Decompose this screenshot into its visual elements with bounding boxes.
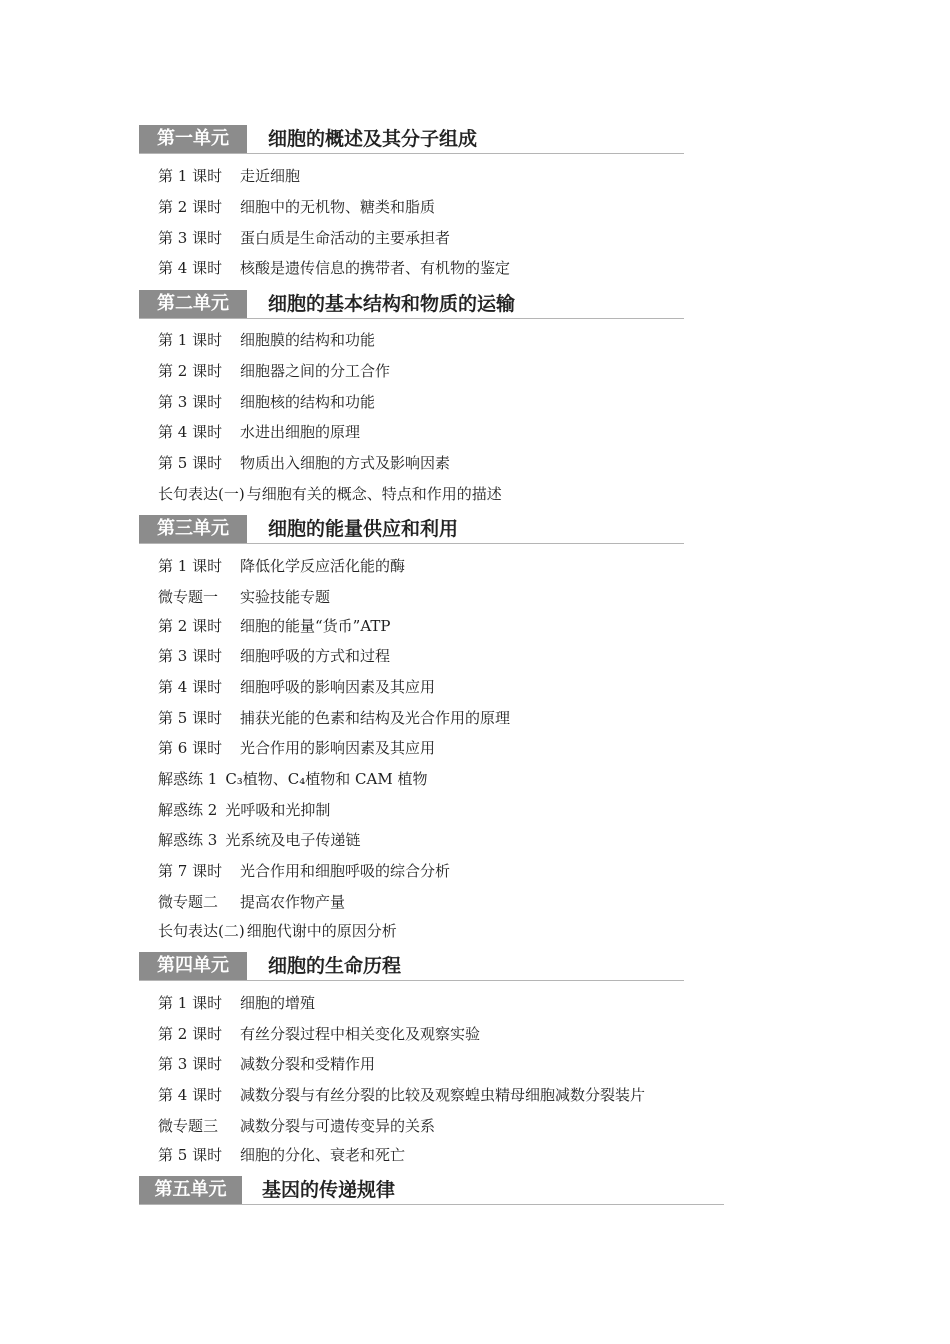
lesson-title: 蛋白质是生命活动的主要承担者 [240, 229, 451, 247]
lesson-title: 捕获光能的色素和结构及光合作用的原理 [240, 709, 511, 727]
toc-item[interactable] [158, 676, 435, 698]
lesson-title: 实验技能专题 [240, 588, 331, 606]
toc-item[interactable] [158, 555, 405, 577]
divider [139, 543, 684, 544]
unit-3-header[interactable] [139, 515, 684, 544]
unit-tag: 第一单元 [139, 125, 247, 153]
unit-tag: 第四单元 [139, 952, 247, 980]
unit-title: 细胞的能量供应和利用 [268, 518, 459, 540]
lesson-title: 物质出入细胞的方式及影响因素 [240, 454, 451, 472]
unit-title: 基因的传递规律 [262, 1179, 396, 1201]
lesson-title: 核酸是遗传信息的携带者、有机物的鉴定 [240, 259, 511, 277]
toc-item[interactable] [158, 891, 345, 913]
toc-item[interactable] [158, 257, 510, 279]
unit-5-header[interactable] [139, 1176, 724, 1205]
lesson-title: 减数分裂与可遗传变异的关系 [240, 1117, 436, 1135]
lesson-title: 光合作用和细胞呼吸的综合分析 [240, 862, 451, 880]
lesson-number: 第 7 课时 [158, 862, 223, 880]
lesson-title: 光系统及电子传递链 [225, 831, 361, 849]
toc-item[interactable] [158, 1053, 375, 1075]
toc-item[interactable] [158, 227, 450, 249]
unit-title: 细胞的基本结构和物质的运输 [268, 293, 516, 315]
lesson-number: 第 2 课时 [158, 617, 223, 635]
divider [139, 153, 684, 154]
unit-title: 细胞的生命历程 [268, 955, 402, 977]
lesson-title: C₃植物、C₄植物和 CAM 植物 [225, 770, 428, 788]
lesson-number: 第 1 课时 [158, 331, 223, 349]
lesson-number: 第 4 课时 [158, 259, 223, 277]
lesson-number: 解惑练 2 [158, 801, 218, 819]
toc-item[interactable] [158, 920, 397, 942]
lesson-title: 细胞中的无机物、糖类和脂质 [240, 198, 436, 216]
toc-item[interactable] [158, 421, 360, 443]
lesson-title: 细胞的增殖 [240, 994, 316, 1012]
lesson-number: 解惑练 3 [158, 831, 218, 849]
lesson-number: 第 2 课时 [158, 1025, 223, 1043]
divider [139, 1204, 724, 1205]
lesson-number: 第 5 课时 [158, 1146, 223, 1164]
toc-item[interactable] [158, 391, 375, 413]
toc-item[interactable] [158, 329, 375, 351]
lesson-title: 细胞代谢中的原因分析 [246, 922, 397, 940]
lesson-title: 细胞器之间的分工合作 [240, 362, 391, 380]
toc-item[interactable] [158, 1115, 435, 1137]
lesson-number: 解惑练 1 [158, 770, 218, 788]
toc-item[interactable] [158, 1023, 480, 1045]
lesson-number: 长句表达(二) [158, 922, 245, 940]
lesson-number: 微专题三 [158, 1117, 219, 1135]
lesson-number: 第 1 课时 [158, 167, 223, 185]
lesson-title: 细胞的能量“货币”ATP [240, 617, 391, 635]
lesson-number: 第 2 课时 [158, 362, 223, 380]
toc-item[interactable] [158, 483, 502, 505]
lesson-title: 细胞膜的结构和功能 [240, 331, 376, 349]
toc-item[interactable] [158, 165, 300, 187]
lesson-number: 第 3 课时 [158, 393, 223, 411]
unit-tag: 第二单元 [139, 290, 247, 318]
lesson-number: 第 3 课时 [158, 1055, 223, 1073]
unit-4-header[interactable] [139, 952, 684, 981]
toc-item[interactable] [158, 615, 390, 637]
lesson-title: 走近细胞 [240, 167, 301, 185]
lesson-title: 光呼吸和光抑制 [225, 801, 331, 819]
divider [139, 318, 684, 319]
toc-item[interactable] [158, 768, 428, 790]
lesson-number: 第 2 课时 [158, 198, 223, 216]
toc-item[interactable] [158, 829, 360, 851]
toc-item[interactable] [158, 645, 390, 667]
lesson-title: 细胞呼吸的方式和过程 [240, 647, 391, 665]
unit-title: 细胞的概述及其分子组成 [268, 128, 478, 150]
lesson-number: 第 1 课时 [158, 994, 223, 1012]
lesson-title: 降低化学反应活化能的酶 [240, 557, 406, 575]
lesson-number: 第 5 课时 [158, 454, 223, 472]
lesson-number: 第 4 课时 [158, 1086, 223, 1104]
lesson-title: 减数分裂与有丝分裂的比较及观察蝗虫精母细胞减数分裂装片 [240, 1086, 646, 1104]
unit-2-header[interactable] [139, 290, 684, 319]
unit-1-header[interactable] [139, 125, 684, 154]
lesson-number: 第 4 课时 [158, 423, 223, 441]
lesson-number: 微专题二 [158, 893, 219, 911]
lesson-title: 水进出细胞的原理 [240, 423, 361, 441]
lesson-number: 第 1 课时 [158, 557, 223, 575]
lesson-title: 细胞核的结构和功能 [240, 393, 376, 411]
lesson-title: 光合作用的影响因素及其应用 [240, 739, 436, 757]
toc-item[interactable] [158, 860, 450, 882]
toc-item[interactable] [158, 196, 435, 218]
toc-item[interactable] [158, 707, 510, 729]
lesson-number: 第 5 课时 [158, 709, 223, 727]
toc-item[interactable] [158, 737, 435, 759]
toc-item[interactable] [158, 586, 330, 608]
lesson-number: 第 3 课时 [158, 647, 223, 665]
lesson-title: 有丝分裂过程中相关变化及观察实验 [240, 1025, 481, 1043]
lesson-number: 长句表达(一) [158, 485, 245, 503]
toc-item[interactable] [158, 1144, 405, 1166]
lesson-number: 微专题一 [158, 588, 219, 606]
unit-tag: 第五单元 [139, 1176, 242, 1204]
lesson-number: 第 4 课时 [158, 678, 223, 696]
toc-item[interactable] [158, 360, 390, 382]
toc-item[interactable] [158, 1084, 645, 1106]
lesson-title: 与细胞有关的概念、特点和作用的描述 [246, 485, 502, 503]
divider [139, 980, 684, 981]
lesson-title: 减数分裂和受精作用 [240, 1055, 376, 1073]
toc-item[interactable] [158, 992, 315, 1014]
toc-item[interactable] [158, 799, 330, 821]
unit-tag: 第三单元 [139, 515, 247, 543]
lesson-number: 第 3 课时 [158, 229, 223, 247]
lesson-number: 第 6 课时 [158, 739, 223, 757]
lesson-title: 细胞的分化、衰老和死亡 [240, 1146, 406, 1164]
lesson-title: 提高农作物产量 [240, 893, 346, 911]
lesson-title: 细胞呼吸的影响因素及其应用 [240, 678, 436, 696]
toc-item[interactable] [158, 452, 450, 474]
